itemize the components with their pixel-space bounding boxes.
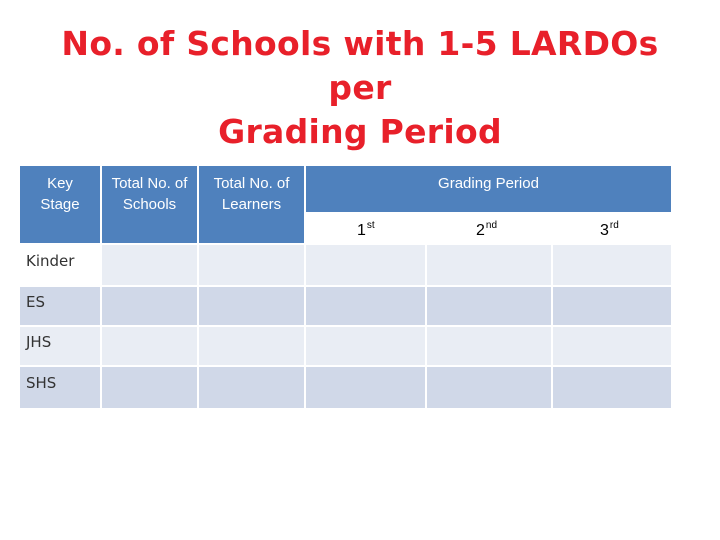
table-row-cell	[427, 287, 551, 325]
table-row-cell	[102, 367, 197, 408]
row-label-kinder: Kinder	[26, 252, 75, 270]
period-1st: 1st	[357, 220, 375, 239]
table-row-cell	[553, 367, 671, 408]
header-total-learners: Total No. of Learners	[199, 166, 304, 243]
period-2nd: 2nd	[476, 220, 498, 239]
table-row-cell	[553, 245, 671, 285]
header-key-stage: Key Stage	[20, 166, 100, 243]
table-row-cell	[306, 367, 425, 408]
slide-title	[40, 22, 680, 154]
row-label-jhs: JHS	[26, 333, 52, 351]
slide-title-line-1: No. of Schools with 1-5 LARDOs per	[61, 24, 659, 107]
table-row-cell	[306, 327, 425, 365]
table-row-cell	[306, 245, 425, 285]
table-row-cell	[199, 327, 304, 365]
slide-title-line-2: Grading Period	[218, 112, 502, 151]
row-label-shs: SHS	[26, 374, 57, 392]
table-row-cell	[427, 245, 551, 285]
table-row-cell	[427, 367, 551, 408]
table-row-cell	[102, 327, 197, 365]
header-total-schools: Total No. of Schools	[102, 166, 197, 243]
table-row-cell	[553, 287, 671, 325]
table-row-cell	[553, 327, 671, 365]
table-row-cell	[102, 287, 197, 325]
table-row-cell	[427, 327, 551, 365]
row-label-es: ES	[26, 293, 45, 311]
table-row-cell	[199, 367, 304, 408]
header-grading-period: Grading Period	[306, 166, 671, 212]
table-row-cell	[306, 287, 425, 325]
table-row-cell	[102, 245, 197, 285]
table-row-cell	[199, 287, 304, 325]
table-row-cell	[199, 245, 304, 285]
period-3rd: 3rd	[600, 220, 619, 239]
